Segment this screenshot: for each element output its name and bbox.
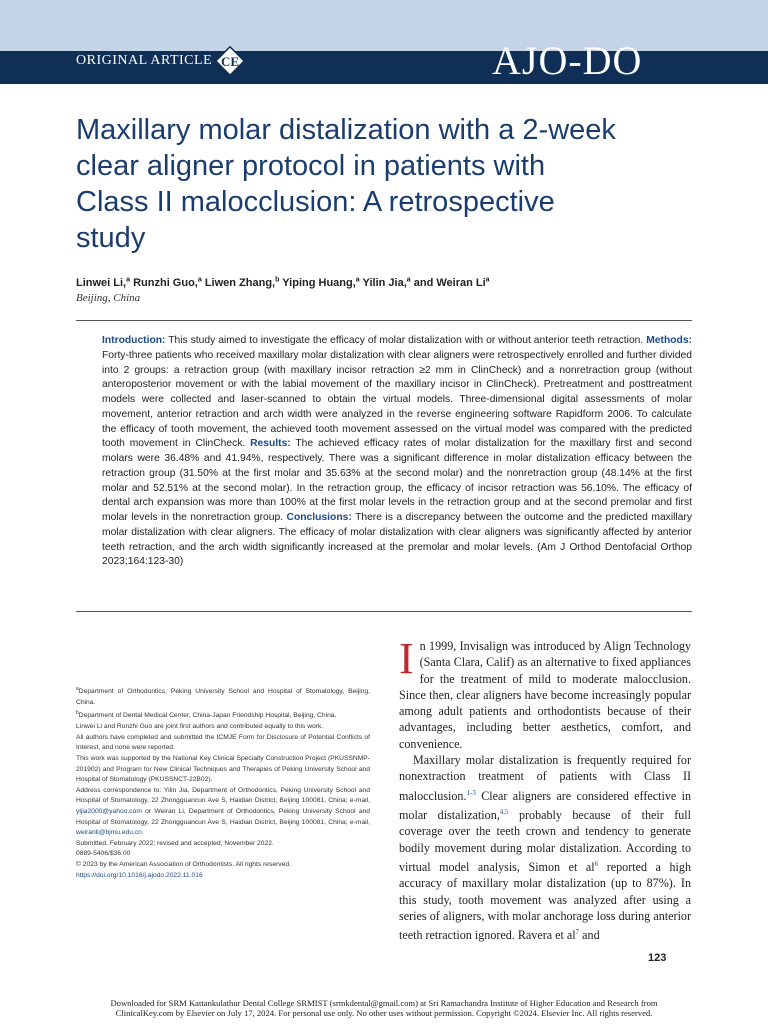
abstract-bottom-divider — [76, 611, 692, 612]
introduction-text: This study aimed to investigate the efficacy of molar distalization with or without anterior teeth retraction. — [168, 335, 644, 346]
author: and Weiran Li$^a$ — [413, 276, 490, 289]
funding-note: This work was supported by the National Key Clinical Specialty Construction Project (PKUSSNMP-201902) and Program for New Clinical Techniques and Therapies of Peking University School and Hospital of Stomatology (PKUSSNCT-22B02). — [76, 755, 370, 784]
author-list — [76, 276, 696, 289]
top-color-band — [0, 0, 768, 51]
reference-link[interactable]: 4,5 — [499, 808, 509, 816]
doi-link[interactable]: https://doi.org/10.1016/j.ajodo.2022.11.016 — [76, 871, 203, 879]
copyright-line: © 2023 by the American Association of Orthodontists. All rights reserved. — [76, 860, 291, 868]
methods-label: Methods: — [646, 335, 692, 346]
abstract — [102, 334, 692, 570]
body-paragraph: Maxillary molar distalization is frequently required for nonextraction treatment of patients with Class II malocclusion.$^{1-3}$ Clear aligners are considered effective in molar distalization,$^{4,5}$ probably because of their full coverage over the teeth crown and tendency to generate bodily movement during molar distalization. According to virtual model analysis, Simon et $al^6$ reported a high accuracy of maxillary molar distalization (up to 87%). In this study, tooth movement was analyzed after using a series of aligners, with molar anchorage loss during anterior teeth retraction ignored. Ravera et $al^7$ and — [399, 753, 691, 943]
reference-link[interactable]: 1-3 — [466, 788, 476, 797]
drop-cap: I — [399, 634, 414, 683]
ce-credit-icon — [214, 45, 246, 77]
price-code: 0889-5406/$36.00 — [76, 850, 131, 858]
author: Yiping Huang,$^a$ — [282, 276, 360, 289]
joint-first-authors-note: Linwei Li and Runzhi Guo are joint first authors and contributed equally to this work. — [76, 723, 324, 731]
methods-text: Forty-three patients who received maxillary molar distalization with clear aligners were retrospectively enrolled and further divided into 2 groups: a retraction group (with maxillary incisor retraction ≥2 mm in ClinCheck) and a nonretraction group (without anteroposterior movement or with the labial movement of the maxillary incisor in ClinCheck). Pretreatment and posttreatment models were collected and laser-scanned to obtain the virtual models. Three-dimensional digital assessments of molar movement, anterior retraction and arch width were analyzed in the reverse engineering software Rapidform 2006. To calculate the efficacy of tooth movement, the achieved tooth movement assessed on the virtual model was compared with the predicted tooth movement in ClinCheck. — [102, 349, 692, 450]
results-text: The achieved efficacy rates of molar distalization for the maxillary first and second molars were 36.48% and 41.94%, respectively. There was a significant difference in molar distalization efficacy between the retraction group (31.50% at the first molar and 35.63% at the second molar) and the nonretraction group (48.14% at the first molar and 52.51% at the second molar). In the retraction group, the efficacy of incisor retraction was 56.10%. The efficacy of dental arch expansion was more than 100% at the first molar levels in the retraction group and at the second premolar and first molar levels in the nonretraction group. — [102, 438, 692, 523]
section-label: ORIGINAL ARTICLE — [76, 53, 213, 68]
reference-link[interactable]: 6 — [594, 859, 599, 868]
reference-link[interactable]: 7 — [575, 928, 580, 937]
abstract-top-divider — [76, 320, 692, 321]
affiliation-a: $^a$Department of Orthodontics, Peking University School and Hospital of Stomatology, Beijing, China. — [76, 686, 370, 706]
email-link-li[interactable]: weiranli@bjmu.edu.cn — [76, 829, 142, 837]
affiliation-b: $^b$Department of Dental Medical Center, China-Japan Friendship Hospital, Beijing, China. — [76, 710, 337, 720]
author: Runzhi Guo,$^a$ — [133, 276, 202, 289]
article-body — [399, 634, 691, 943]
page-number: 123 — [648, 952, 667, 964]
journal-brand: AJO-DO — [492, 38, 643, 83]
ce-badge-text: CE — [220, 54, 240, 69]
author: Linwei Li,$^a$ — [76, 276, 131, 289]
body-paragraph: In 1999, Invisalign was introduced by Align Technology (Santa Clara, Calif) as an alternative to fixed appliances for the treatment of mild to moderate malocclusion. Since then, clear aligners have become increasingly popular among adult patients and orthodontists because of their advantages, including better aesthetics, comfort, and convenience. — [399, 634, 691, 751]
conclusions-label: Conclusions: — [286, 512, 352, 523]
author: Liwen Zhang,$^b$ — [204, 276, 280, 289]
disclosure-note: All authors have completed and submitted the ICMJE Form for Disclosure of Potential Conflicts of Interest, and none were reported. — [76, 733, 370, 752]
article-title: Maxillary molar distalization with a 2-week clear aligner protocol in patients with Class II malocclusion: A retrospective study — [76, 114, 616, 254]
footnotes — [76, 684, 370, 881]
introduction-label: Introduction: — [102, 335, 166, 346]
conclusions-text: There is a discrepancy between the outcome and the predicted maxillary molar distalization with clear aligners. The efficacy of molar distalization with clear aligners was significantly affected by anterior teeth retraction, and the arch width significantly increased at the premolar and molar levels. (Am J Orthod Dentofacial Orthop 2023;164:123-30) — [102, 512, 692, 568]
download-notice-line: ClinicalKey.com by Elsevier on July 17, 2024. For personal use only. No other uses without permission. Copyright ©2024. Elsevier Inc. All rights reserved. — [115, 1008, 653, 1018]
correspondence-note: Address correspondence to: Yilin Jia, Department of Orthodontics, Peking University School and Hospital of Stomatology, 22 Zhongguancun Ave S, Haidian District, Beijing 100081, China; e-mail, yljia2000@yahoo.com or Weiran Li, Department of Orthodontics, Peking University School and Hospital of Stomatology, 22 Zhongguancun Ave S, Haidian District, Beijing 100081, China; e-mail, weiranli@bjmu.edu.cn. — [76, 786, 370, 837]
email-link-jia[interactable]: yljia2000@yahoo.com — [76, 808, 142, 815]
results-label: Results: — [250, 438, 291, 450]
author: Yilin Jia,$^a$ — [362, 276, 411, 289]
download-notice — [70, 998, 698, 1018]
download-notice-line: Downloaded for SRM Kattankulathur Dental College SRMIST (srmkdental@gmail.com) at Sri Ramachandra Institute of Higher Education and Research from — [110, 998, 658, 1008]
author-location: Beijing, China — [76, 292, 141, 304]
submission-dates: Submitted, February 2022; revised and accepted, November 2022. — [76, 839, 274, 847]
